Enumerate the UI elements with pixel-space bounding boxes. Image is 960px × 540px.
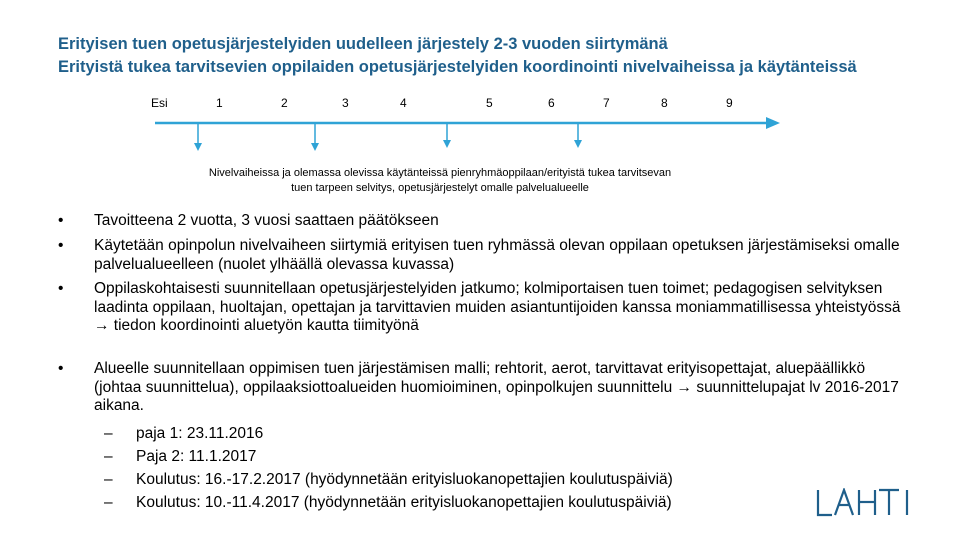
bullet-text: Tavoitteena 2 vuotta, 3 vuosi saattaen päätökseen [94,212,439,229]
transition-arrow [194,124,202,151]
bullet-marker: • [58,212,64,229]
bullet-marker: • [58,237,64,254]
timeline-caption: tuen tarpeen selvitys, opetusjärjestelyt omalle palvelualueelle [291,182,589,194]
timeline-label-6: 6 [548,96,555,110]
transition-arrow [311,124,319,151]
timeline-label-4: 4 [400,96,407,110]
bullet-text: Oppilaskohtaisesti suunnitellaan opetusjärjestelyiden jatkumo; kolmiportaisen tuen toimet; pedagogisen selvityksen laadinta oppilaan, huoltajan, opettajan ja tarvittavien muiden asiantuntijoiden kanssa moniammatillisessa yhteistyössä → tiedon koordinointi aluetyön kautta tiimityönä [94,280,901,334]
timeline-label-3: 3 [342,96,349,110]
timeline-arrowhead [766,117,780,129]
timeline-label-8: 8 [661,96,668,110]
sub-text: Koulutus: 10.-11.4.2017 (hyödynnetään erityisluokanopettajien koulutuspäiviä) [136,494,672,511]
slide-title: Erityisen tuen opetusjärjestelyiden uudelleen järjestely 2-3 vuoden siirtymänä [58,35,668,53]
transition-arrow [574,124,582,148]
timeline-label-1: 1 [216,96,223,110]
sub-marker: – [104,471,113,488]
slide-subtitle: Erityistä tukea tarvitsevien oppilaiden opetusjärjestelyiden koordinointi nivelvaiheissa ja käytänteissä [58,58,857,76]
sub-text: Koulutus: 16.-17.2.2017 (hyödynnetään erityisluokanopettajien koulutuspäiviä) [136,471,673,488]
timeline-label-7: 7 [603,96,610,110]
bullet-text: Käytetään opinpolun nivelvaiheen siirtymiä erityisen tuen ryhmässä olevan oppilaan opetuksen järjestämiseksi omalle palvelualueelleen (nuolet ylhäällä olevassa kuvassa) [94,237,900,273]
sub-text: paja 1: 23.11.2016 [136,425,264,442]
transition-arrow [443,124,451,148]
timeline-caption: Nivelvaiheissa ja olemassa olevissa käytänteissä pienryhmäoppilaan/erityistä tukea tarvitsevan [208,167,672,179]
sub-marker: – [104,425,113,442]
sub-marker: – [104,494,113,511]
bullet-marker: • [58,280,64,297]
lahti-logo [815,488,915,518]
timeline-label-5: 5 [486,96,493,110]
bullet-marker: • [58,360,64,377]
timeline-label-2: 2 [281,96,288,110]
timeline-label-esi: Esi [151,96,168,110]
timeline-label-9: 9 [726,96,733,110]
sub-text: Paja 2: 11.1.2017 [136,448,257,465]
sub-marker: – [104,448,113,465]
bullet-text: Alueelle suunnitellaan oppimisen tuen järjestämisen malli; rehtorit, aerot, tarvittavat erityisopettajat, aluepäällikkö (johtaa suunnittelua), oppilaaksiottoalueiden huomioiminen, opinpolkujen suunnittelu → suunnittelupajat lv 2016-2017 aikana. [94,360,899,414]
